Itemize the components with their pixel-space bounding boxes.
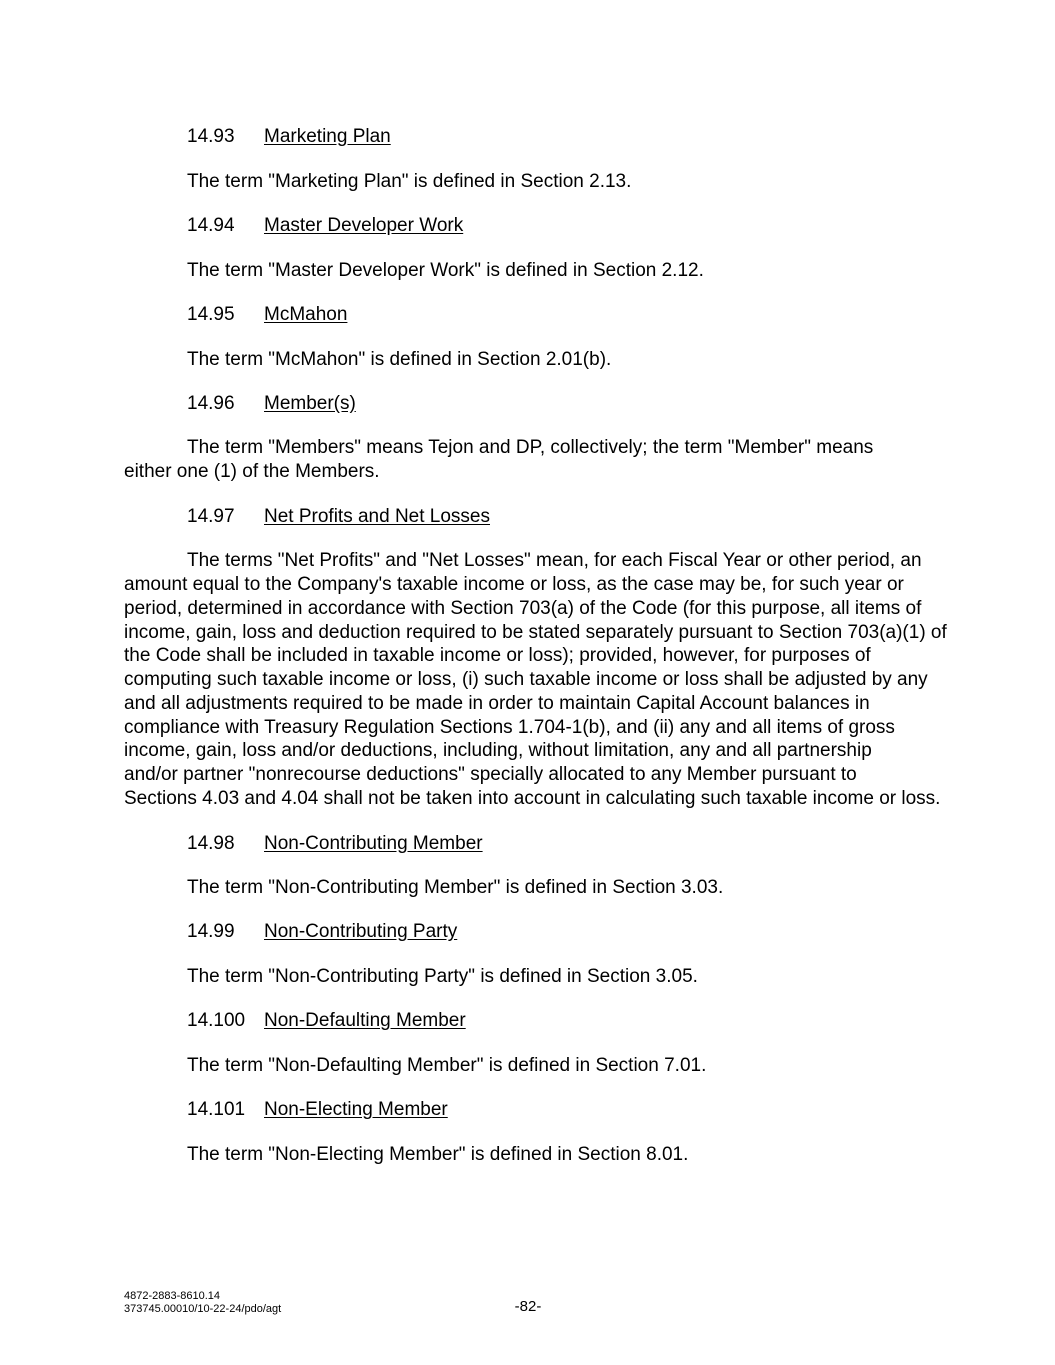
section-heading [187, 832, 483, 856]
section-title: Non-Contributing Member [264, 833, 483, 854]
paragraph-line: amount equal to the Company's taxable income or loss, as the case may be, for such year or [124, 574, 904, 595]
paragraph-line: and all adjustments required to be made in order to maintain Capital Account balances in [124, 693, 870, 714]
section-text: The term "Non-Contributing Party" is defined in Section 3.05. [187, 966, 698, 987]
section-number: 14.95 [187, 304, 235, 325]
section-title: Member(s) [264, 393, 356, 414]
section-title: Non-Defaulting Member [264, 1010, 466, 1031]
section-number: 14.101 [187, 1099, 246, 1120]
document-id-line: 373745.00010/10-22-24/pdo/agt [124, 1303, 282, 1315]
section-title: Non-Electing Member [264, 1099, 448, 1120]
paragraph-line: period, determined in accordance with Section 703(a) of the Code (for this purpose, all items of [124, 598, 922, 619]
section-text: The term "McMahon" is defined in Section 2.01(b). [187, 349, 612, 370]
document-id [124, 1290, 281, 1316]
section-heading [187, 505, 490, 529]
section-text: The term "Master Developer Work" is defined in Section 2.12. [187, 260, 704, 281]
paragraph-line: The term "Members" means Tejon and DP, collectively; the term "Member" means [187, 437, 874, 458]
section-number: 14.97 [187, 506, 235, 527]
paragraph-line: and/or partner "nonrecourse deductions" specially allocated to any Member pursuant to [124, 764, 857, 785]
section-text: The term "Non-Defaulting Member" is defined in Section 7.01. [187, 1055, 707, 1076]
section-number: 14.100 [187, 1010, 246, 1031]
section-text: The term "Non-Contributing Member" is defined in Section 3.03. [187, 877, 724, 898]
paragraph-line: income, gain, loss and/or deductions, including, without limitation, any and all partnership [124, 740, 872, 761]
paragraph-line: income, gain, loss and deduction required to be stated separately pursuant to Section 703(a)(1) of [124, 622, 947, 643]
paragraph-line: the Code shall be included in taxable income or loss); provided, however, for purposes of [124, 645, 871, 666]
section-number: 14.99 [187, 921, 235, 942]
section-title: Master Developer Work [264, 215, 464, 236]
section-heading [187, 303, 347, 327]
paragraph-line: compliance with Treasury Regulation Sections 1.704-1(b), and (ii) any and all items of gross [124, 717, 895, 738]
paragraph-line: Sections 4.03 and 4.04 shall not be taken into account in calculating such taxable income or loss. [124, 788, 941, 809]
section-number: 14.94 [187, 215, 235, 236]
section-heading [187, 920, 457, 944]
section-number: 14.96 [187, 393, 235, 414]
section-text: The term "Marketing Plan" is defined in Section 2.13. [187, 171, 632, 192]
paragraph-line: computing such taxable income or loss, (i) such taxable income or loss shall be adjusted by any [124, 669, 928, 690]
paragraph-line: either one (1) of the Members. [124, 461, 380, 482]
page-number: -82- [514, 1298, 542, 1315]
section-heading [187, 392, 356, 416]
document-id-line: 4872-2883-8610.14 [124, 1290, 221, 1302]
section-heading [187, 125, 391, 149]
section-title: Net Profits and Net Losses [264, 506, 490, 527]
section-heading [187, 1098, 448, 1122]
section-number: 14.98 [187, 833, 235, 854]
section-text: The term "Non-Electing Member" is defined in Section 8.01. [187, 1144, 689, 1165]
section-title: Marketing Plan [264, 126, 391, 147]
section-title: McMahon [264, 304, 348, 325]
section-heading [187, 214, 463, 238]
section-title: Non-Contributing Party [264, 921, 458, 942]
section-number: 14.93 [187, 126, 235, 147]
section-heading [187, 1009, 466, 1033]
paragraph-line: The terms "Net Profits" and "Net Losses" mean, for each Fiscal Year or other period, an [187, 550, 922, 571]
